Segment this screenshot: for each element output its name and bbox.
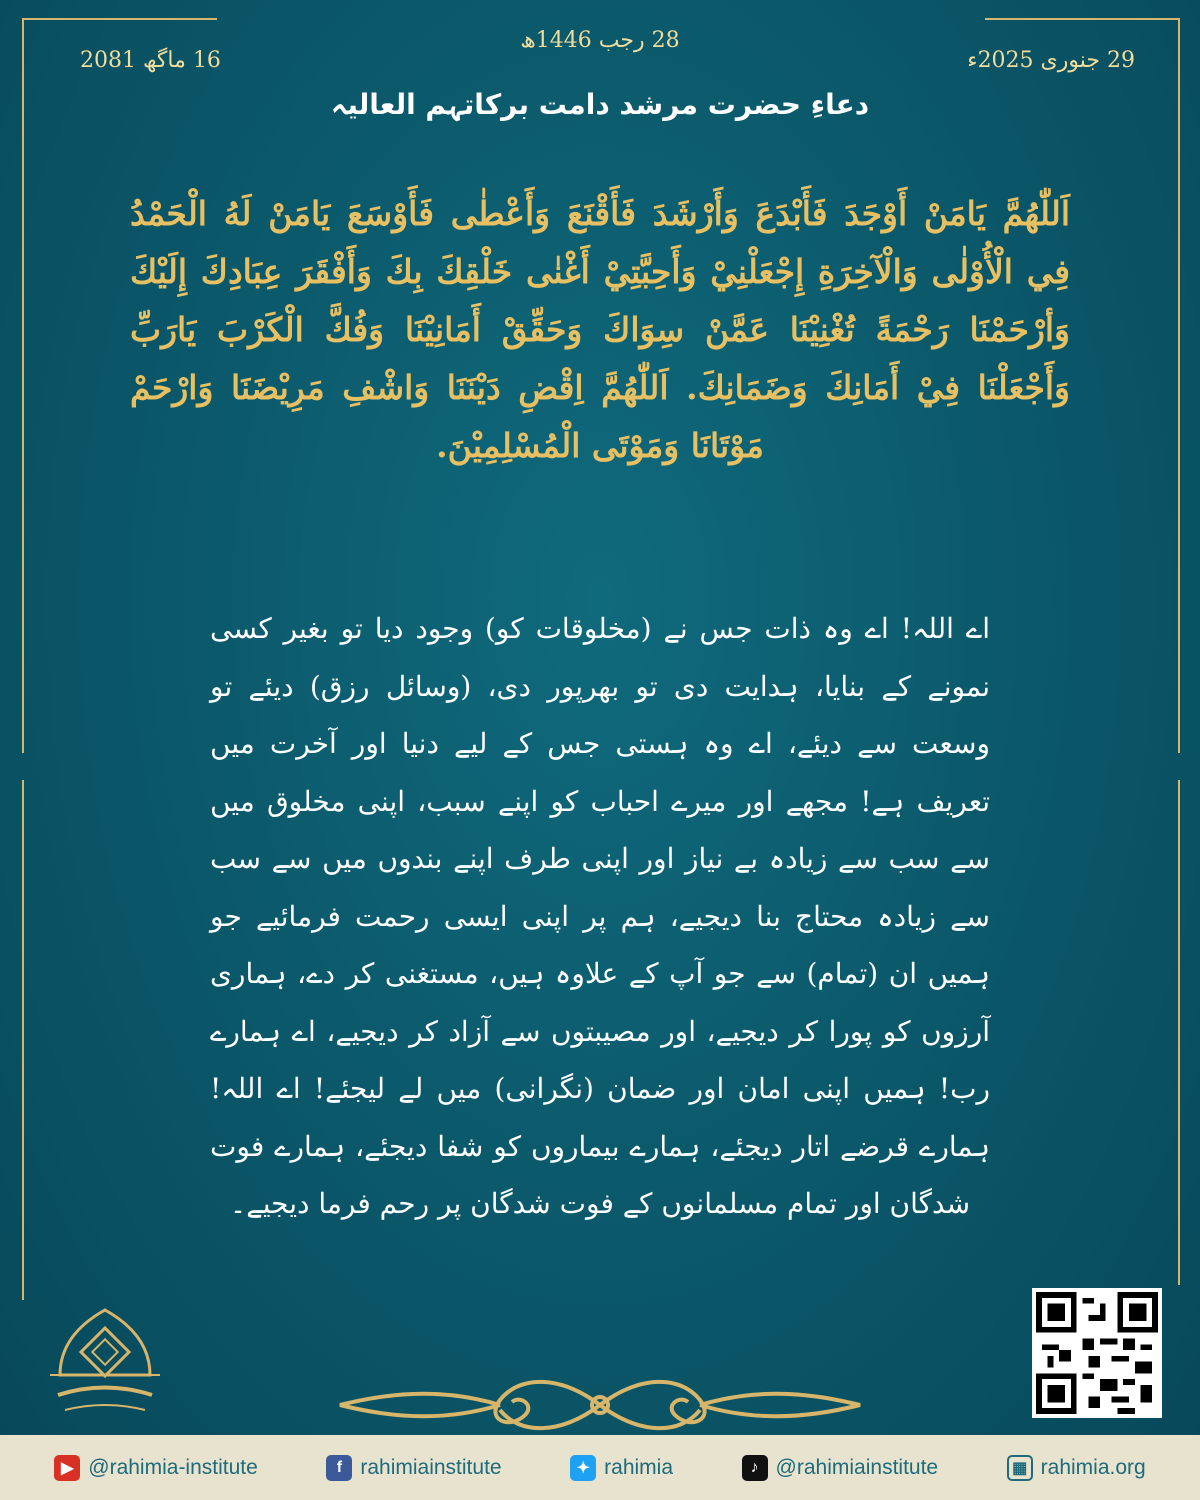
website-qr-icon: ▦	[1007, 1455, 1033, 1481]
page-title: دعاءِ حضرت مرشد دامت برکاتہم العالیہ	[330, 88, 870, 121]
frame-right-lower	[1178, 780, 1180, 1285]
youtube-icon: ▶	[54, 1455, 80, 1481]
hijri-date: 28 رجب 1446ھ	[520, 28, 680, 53]
website-link[interactable]: ▦ rahimia.org	[1007, 1455, 1146, 1481]
frame-left-lower	[22, 780, 24, 1300]
frame-top-right	[985, 18, 1180, 20]
youtube-link[interactable]: ▶ @rahimia-institute	[54, 1455, 258, 1481]
qr-code[interactable]	[1032, 1288, 1162, 1418]
dua-arabic-text: اَللّٰهُمَّ يَامَنْ أَوْجَدَ فَأَبْدَعَ وَأَرْشَدَ فَأَقْنَعَ وَأَعْطٰى فَأَوْسَعَ يَامَنْ لَهُ الْحَمْدُ فِي الْأُوْلٰى وَالْآخِرَةِ إِجْعَلْنِيْ وَأَحِبَّتِيْ أَغْنٰى خَلْقِكَ بِكَ وَأَفْقَرَ عِبَادِكَ إِلَيْكَ وَأرْحَمْنَا رَحْمَةً تُغْنِيْنَا عَمَّنْ سِوَاكَ وَحَقِّقْ أَمَانِيْنَا وَفُكَّ الْكَرْبَ يَارَبِّ وَأَجْعَلْنَا فِيْ أَمَانِكَ وَضَمَانِكَ. اَللّٰهُمَّ اِقْضِ دَيْنَنَا وَاشْفِ مَرِيْضَنَا وَارْحَمْ مَوْتَانَا وَمَوْتَى الْمُسْلِمِيْنَ.	[130, 194, 1070, 465]
facebook-link[interactable]: f rahimiainstitute	[326, 1455, 501, 1481]
facebook-icon: f	[326, 1455, 352, 1481]
urdu-translation: اے اللہ! اے وہ ذات جس نے (مخلوقات کو) وجود دیا تو بغیر کسی نمونے کے بنایا، ہدایت دی تو بھرپور دی، (وسائل رزق) دیئے تو وسعت سے دیئے، اے وہ ہستی جس کے لیے دنیا اور آخرت میں تعریف ہے! مجھے اور میرے احباب کو اپنے سبب، اپنی مخلوق میں سے سب سے زیادہ بے نیاز اور اپنی طرف اپنے بندوں میں سے سب سے زیادہ محتاج بنا دیجیے، ہم پر اپنی ایسی رحمت فرمائیے جو ہمیں ان (تمام) سے جو آپ کے علاوہ ہیں، مستغنی کر دے، ہماری آرزوں کو پورا کر دیجیے، اور مصیبتوں سے آزاد کر دیجیے، اے ہمارے رب! ہمیں اپنی امان اور ضمان (نگرانی) میں لے لیجئے! اے اللہ! ہمارے قرضے اتار دیجئے، ہمارے بیماروں کو شفا دیجئے، ہمارے فوت شدگان اور تمام مسلمانوں کے فوت شدگان پر رحم فرما دیجیے۔	[210, 612, 990, 1220]
bikrami-date: 16 ماگھ 2081	[80, 48, 221, 73]
tiktok-icon: ♪	[742, 1455, 768, 1481]
twitter-icon: ✦	[570, 1455, 596, 1481]
decorative-ornament	[300, 1370, 900, 1440]
rahimia-logo	[40, 1300, 170, 1440]
frame-left-upper	[22, 18, 24, 753]
twitter-link[interactable]: ✦ rahimia	[570, 1455, 673, 1481]
gregorian-date: 29 جنوری 2025ء	[967, 48, 1135, 73]
frame-right-upper	[1178, 18, 1180, 753]
tiktok-link[interactable]: ♪ @rahimiainstitute	[742, 1455, 939, 1481]
social-footer	[0, 1435, 1200, 1500]
frame-top-left	[22, 18, 217, 20]
